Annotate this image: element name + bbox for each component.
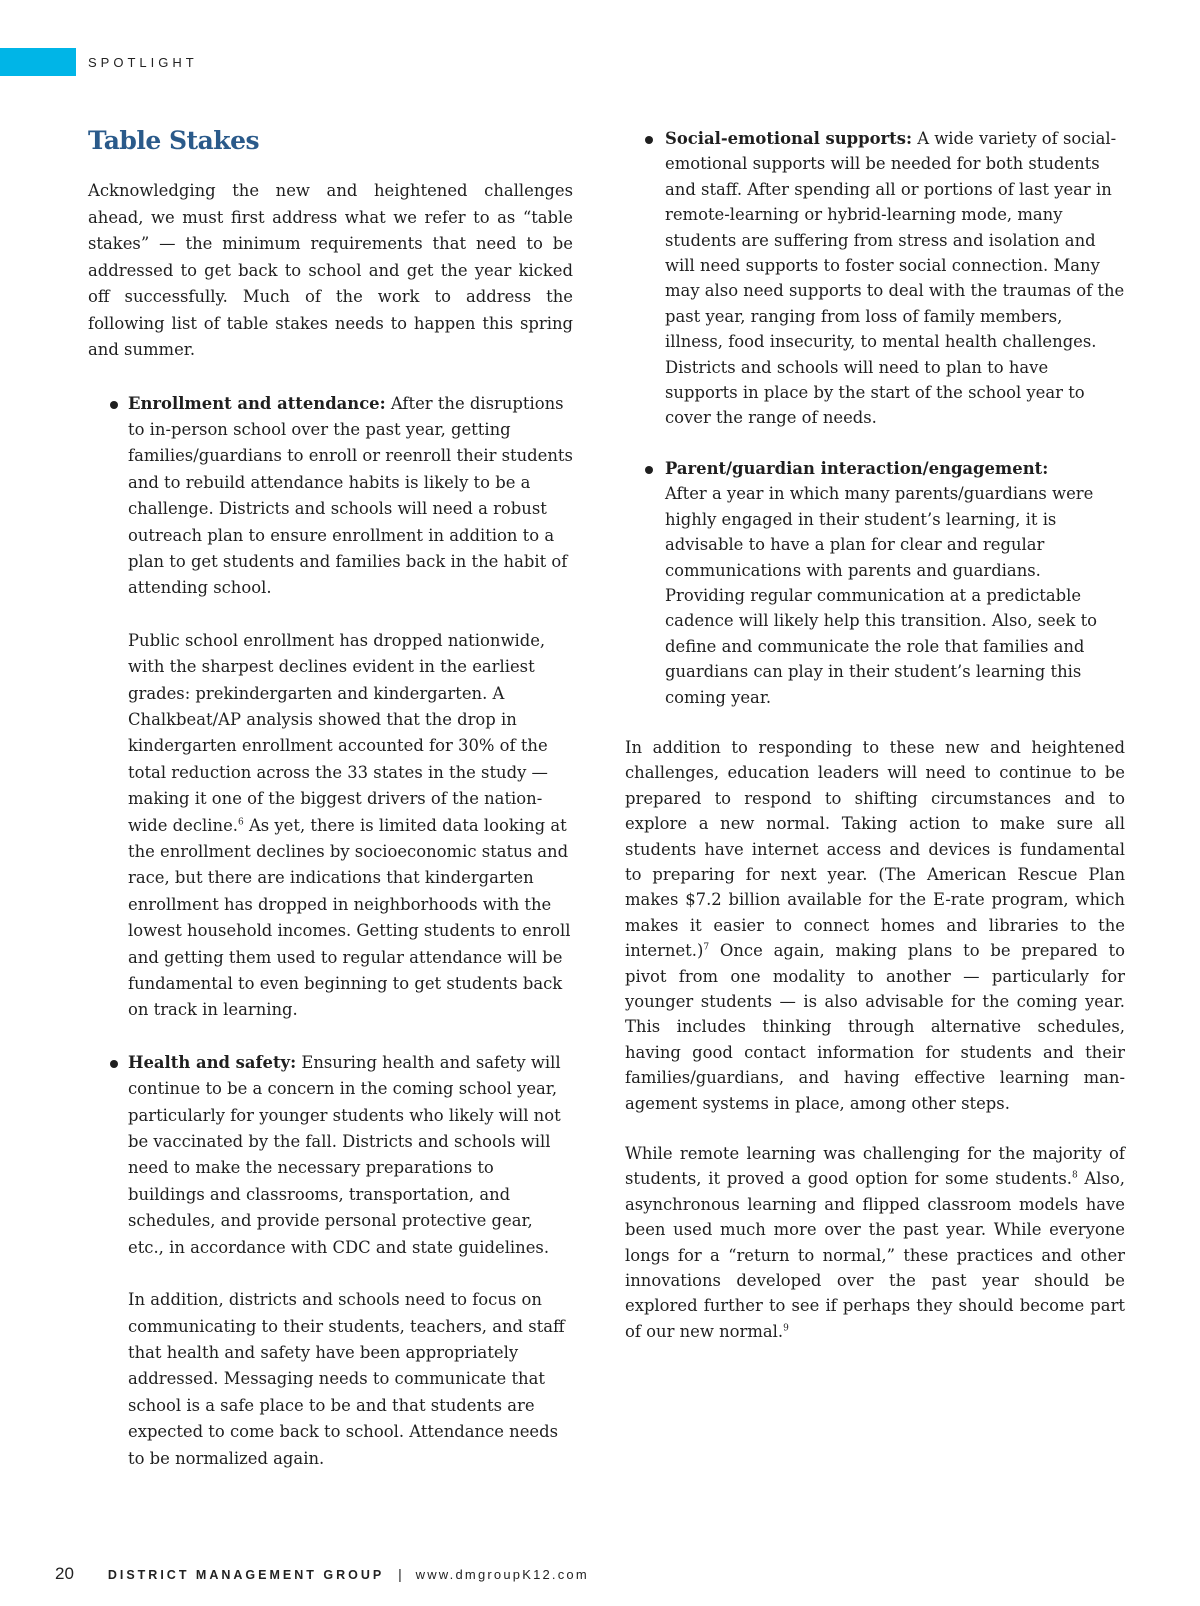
list-item [625, 456, 1125, 710]
footnote-marker: 9 [783, 1323, 789, 1334]
page-number: 20 [55, 1564, 74, 1583]
bullet-icon [110, 1060, 118, 1068]
closing-paragraph-2: While remote learning was challenging for the majority of students, it proved a good option for some students.$^8$ Also, asynchronous learning and flipped classroom models have been used much more over the past year. While everyone longs for a “return to normal,” these practices and other innovations developed over the past year should be explored further to see if perhaps they should become part of our new normal.$^9$ [625, 1144, 1125, 1341]
list-item [88, 391, 573, 1024]
bullet-body: Ensuring health and safety will continue to be a concern in the coming school year, particularly for younger students who likely will not be vaccinated by the fall. Districts and schools will need to make the necessary preparations to buildings and classrooms, transportation, and schedules, and provide personal protective gear, etc., in accordance with CDC and state guidelines. [128, 1052, 561, 1257]
bullet-icon [645, 466, 653, 474]
header-accent-bar [0, 48, 76, 76]
bullet-subparagraph: In addition, districts and schools need to focus on communicating to their students, teachers, and staff that health and safety have been appropriately addressed. Messaging needs to communicate that school is a safe place to be and that students are expected to come back to school. Attendance needs to be normalized again. [128, 1290, 565, 1468]
bullet-icon [645, 136, 653, 144]
footnote-marker: 8 [1071, 1170, 1078, 1181]
bullet-subparagraph: Public school enrollment has dropped nationwide, with the sharpest declines evident in the earliest grades: prekindergarten and kindergarten. A Chalkbeat/AP analysis showed that the drop in kindergarten enrollment accounted for 30% of the total reduction across the 33 states in the study — making it one of the biggest drivers of the nation-wide decline.$^6$ As yet, there is limited data looking at the enrollment declines by socioeconomic status and race, but there are indications that kindergarten enrollment has dropped in neighborhoods with the lowest household incomes. Getting students to enroll and getting them used to regular attendance will be fundamental to even beginning to get students back on track in learning. [128, 630, 571, 1020]
bullet-body: A wide variety of social-emotional supports will be needed for both students and staff. After spending all or portions of last year in remote-learning or hybrid-learning mode, many students are suffering from stress and isolation and will need supports to foster social connection. Many may also need supports to deal with the traumas of the past year, ranging from loss of family members, illness, food insecurity, to mental health challenges. Districts and schools will need to plan to have supports in place by the start of the school year to cover the range of needs. [665, 129, 1125, 428]
closing-paragraph-1: In addition to responding to these new and heightened challenges, education leaders will need to continue to be prepared to respond to shifting circumstances and to explore a new normal. Taking action to make sure all students have internet access and devices is fundamental to preparing for next year. (The American Rescue Plan makes $7.2 billion available for the E-rate program, which makes it easier to connect homes and libraries to the internet.)$^7$ Once again, making plans to be prepared to pivot from one modality to another — particularly for younger students — is also advisable for the coming year. This includes thinking through alternative schedules, having good contact information for students and their families/guardians, and having effective learning man-agement systems in place, among other steps. [625, 737, 1125, 1113]
footer-separator: | [398, 1566, 402, 1582]
left-bullet-list [88, 391, 573, 1472]
right-column [625, 126, 1125, 1344]
bullet-body: After the disruptions to in-person school over the past year, getting families/guardians to enroll or reenroll their students and to rebuild attendance habits is likely to be a challenge. Districts and schools will need a robust outreach plan to ensure enrollment in addition to a plan to get students and families back in the habit of attending school. [128, 393, 573, 598]
section-label: SPOTLIGHT [88, 55, 198, 70]
right-bullet-list [625, 126, 1125, 710]
footnote-marker: 7 [703, 942, 710, 953]
bullet-heading: Enrollment and attendance: [128, 393, 386, 413]
page-title: Table Stakes [88, 126, 260, 155]
website-link[interactable]: www.dmgroupK12.com [415, 1567, 589, 1582]
left-column [88, 126, 573, 1472]
bullet-heading: Health and safety: [128, 1052, 297, 1072]
list-item [88, 1050, 573, 1472]
list-item [625, 126, 1125, 431]
organization-name: DISTRICT MANAGEMENT GROUP [107, 1568, 385, 1582]
intro-paragraph: Acknowledging the new and heightened challenges ahead, we must first address what we refer to as “table stakes” — the minimum requirements that need to be addressed to get back to school and get the year kicked off successfully. Much of the work to address the following list of table stakes needs to happen this spring and summer. [88, 181, 573, 359]
bullet-body: After a year in which many parents/guardians were highly engaged in their student’s learning, it is advisable to have a plan for clear and regular communications with parents and guardians. Providing regular communication at a predictable cadence will likely help this transition. Also, seek to define and communicate the role that families and guardians can play in their student’s learning this coming year. [665, 484, 1098, 707]
bullet-icon [110, 401, 118, 409]
bullet-heading: Social-emotional supports: [665, 129, 913, 148]
page-footer [55, 1564, 589, 1584]
bullet-heading: Parent/guardian interaction/engagement: [665, 458, 1049, 478]
footnote-marker: 6 [238, 817, 244, 828]
